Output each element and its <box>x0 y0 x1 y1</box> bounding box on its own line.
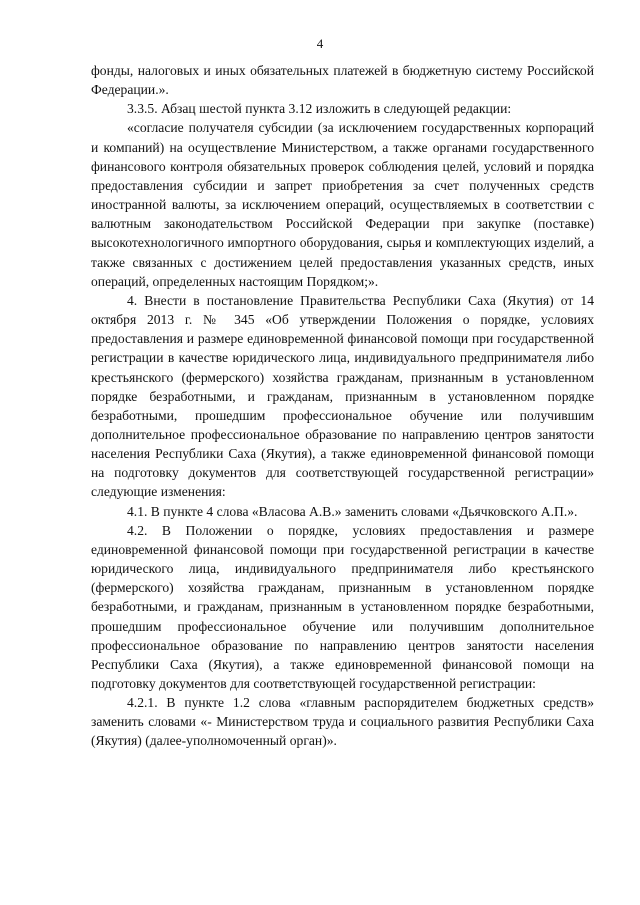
paragraph-4-1: 4.1. В пункте 4 слова «Власова А.В.» заменить словами «Дьячковского А.П.». <box>127 503 578 519</box>
paragraph-4: 4. Внести в постановление Правительства Республики Саха (Якутия) от 14 октября 2013 г. № 345 «Об утверждении Положения о порядке, условиях предоставления и размере единовременной финансовой помощи при государственной регистрации в качестве юридического лица, индивидуального предпринимателя либо крестьянского (фермерского) хозяйства гражданам, признанным в установленном порядке безработными, и гражданам, признанным в установленном порядке безработными, прошедшим профессиональное обучение или получившим дополнительное профессиональное образование по направлению центров занятости населения Республики Саха (Якутия), а также единовременной финансовой помощи на подготовку документов для соответствующей государственной регистрации» следующие изменения: <box>91 292 594 500</box>
document-body <box>91 61 594 751</box>
paragraph-quoted-consent: «согласие получателя субсидии (за исключением государственных корпораций и компаний) на осуществление Министерством, а также органами государственного финансового контроля обязательных проверок соблюдения целей, условий и порядка предоставления субсидии и запрет приобретения за счет полученных средств иностранной валюты, за исключением операций, осуществляемых в соответствии с валютным законодательством Российской Федерации при закупке (поставке) высокотехнологичного импортного оборудования, сырья и комплектующих изделий, а также связанных с достижением целей предоставления указанных средств, иных операций, определенных настоящим Порядком;». <box>91 120 594 289</box>
paragraph-4-2: 4.2. В Положении о порядке, условиях предоставления и размере единовременной финансовой помощи при государственной регистрации в качестве юридического лица, индивидуального предпринимателя либо крестьянского (фермерского) хозяйства гражданам, признанным в установленном порядке безработными, и гражданам, признанным в установленном порядке безработными, прошедшим профессиональное обучение или получившим дополнительное профессиональное образование по направлению центров занятости населения Республики Саха (Якутия), а также единовременной финансовой помощи на подготовку документов для соответствующей государственной регистрации: <box>91 522 594 691</box>
paragraph-continuation: фонды, налоговых и иных обязательных платежей в бюджетную систему Российской Федерации.». <box>91 63 594 98</box>
paragraph-4-2-1: 4.2.1. В пункте 1.2 слова «главным распорядителем бюджетных средств» заменить словами «- Министерством труда и социального развития Республики Саха (Якутия) (далее-уполномоченный орган)». <box>91 695 594 749</box>
page-number: 4 <box>316 36 324 51</box>
paragraph-3-3-5: 3.3.5. Абзац шестой пункта 3.12 изложить в следующей редакции: <box>127 101 512 117</box>
